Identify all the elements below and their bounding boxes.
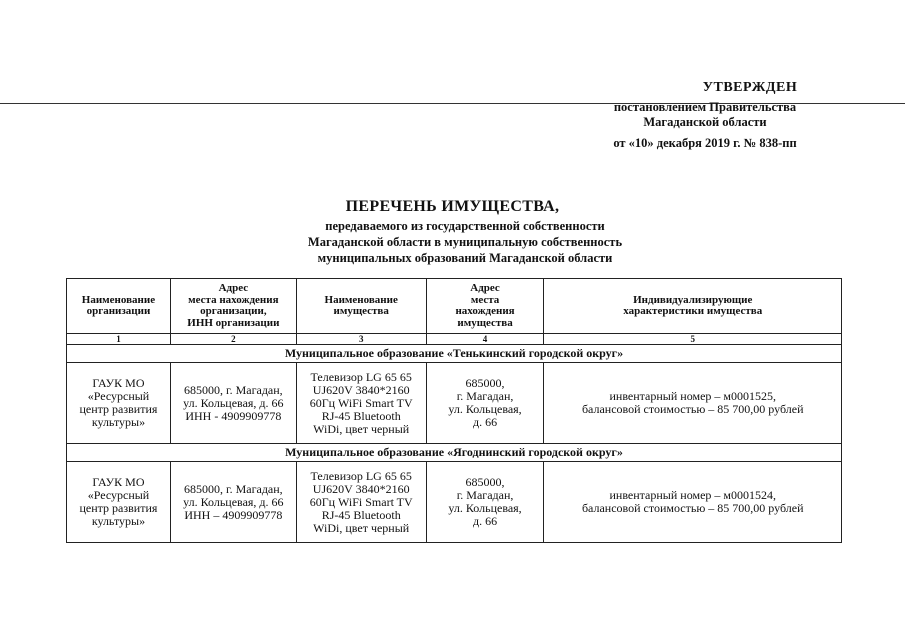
cell-org-address: 685000, г. Магадан, ул. Кольцевая, д. 66 ИНН - 4909909778: [170, 363, 296, 444]
approved-by-line: Магаданской области: [643, 115, 767, 129]
cell-property-address: 685000, г. Магадан, ул. Кольцевая, д. 66: [426, 363, 544, 444]
subtitle-line: муниципальных образований Магаданской области: [317, 251, 613, 265]
subtitle-line: передаваемого из государственной собственности: [325, 219, 605, 233]
column-number-row: [67, 334, 842, 345]
approved-by-line: постановлением Правительства: [613, 100, 797, 114]
cell-org-address: 685000, г. Магадан, ул. Кольцевая, д. 66 ИНН – 4909909778: [170, 462, 296, 543]
document-title: ПЕРЕЧЕНЬ ИМУЩЕСТВА,: [345, 198, 560, 215]
subtitle-line: Магаданской области в муниципальную собственность: [307, 235, 623, 249]
column-number: 5: [544, 334, 842, 345]
table-row: [67, 462, 842, 543]
cell-org: ГАУК МО «Ресурсный центр развития культуры»: [67, 363, 171, 444]
header-org-address: Адрес места нахождения организации, ИНН организации: [170, 279, 296, 334]
table-header-row: [67, 279, 842, 334]
cell-org: ГАУК МО «Ресурсный центр развития культуры»: [67, 462, 171, 543]
column-number: 4: [426, 334, 544, 345]
cell-property: Телевизор LG 65 65 UJ620V 3840*2160 60Гц WiFi Smart TV RJ-45 Bluetooth WiDi, цвет черный: [296, 363, 426, 444]
column-number: 1: [67, 334, 171, 345]
document-subtitle: [205, 218, 725, 266]
column-number: 2: [170, 334, 296, 345]
property-table: [66, 278, 842, 543]
header-org: Наименование организации: [67, 279, 171, 334]
cell-property: Телевизор LG 65 65 UJ620V 3840*2160 60Гц WiFi Smart TV RJ-45 Bluetooth WiDi, цвет черный: [296, 462, 426, 543]
cell-property-address: 685000, г. Магадан, ул. Кольцевая, д. 66: [426, 462, 544, 543]
header-characteristics: Индивидуализирующие характеристики имущества: [544, 279, 842, 334]
cell-characteristics: инвентарный номер – м0001524, балансовой стоимостью – 85 700,00 рублей: [544, 462, 842, 543]
section-row: [67, 444, 842, 462]
approved-by-block: [560, 100, 850, 130]
cell-characteristics: инвентарный номер – м0001525, балансовой стоимостью – 85 700,00 рублей: [544, 363, 842, 444]
column-number: 3: [296, 334, 426, 345]
table-row: [67, 363, 842, 444]
header-property-address: Адрес места нахождения имущества: [426, 279, 544, 334]
approved-heading: УТВЕРЖДЕН: [702, 80, 798, 95]
header-property: Наименование имущества: [296, 279, 426, 334]
section-title: Муниципальное образование «Ягоднинский городской округ»: [67, 444, 842, 462]
approval-date: от «10» декабря 2019 г. № 838-пп: [613, 136, 797, 150]
section-title: Муниципальное образование «Тенькинский городской округ»: [67, 345, 842, 363]
section-row: [67, 345, 842, 363]
